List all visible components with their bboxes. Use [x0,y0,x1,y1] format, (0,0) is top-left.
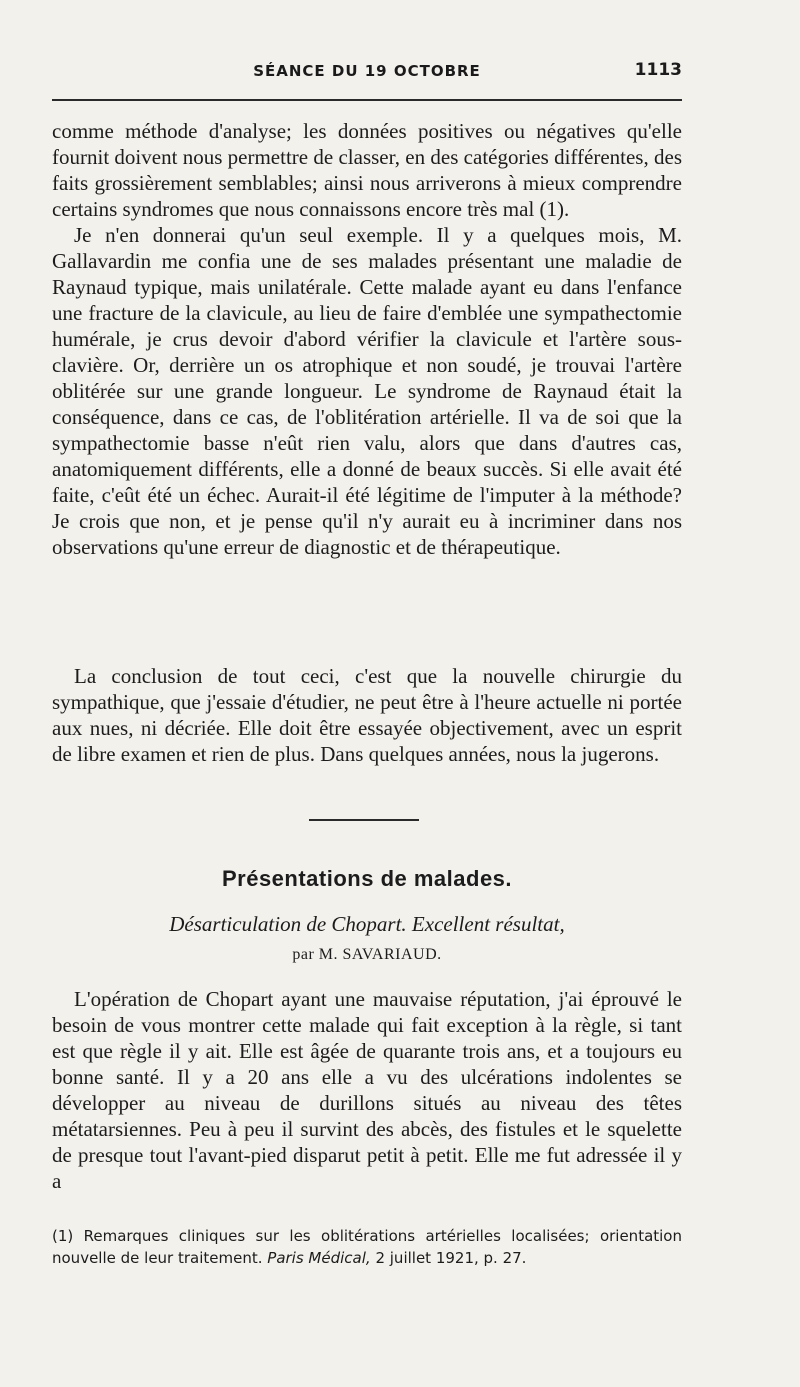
page-number: 1113 [634,60,682,80]
body-text-top [52,118,682,560]
article-subtitle: Désarticulation de Chopart. Excellent résultat, [169,912,565,936]
paragraph-continuation: comme méthode d'analyse; les données positives ou négatives qu'elle fournit doivent nous permettre de classer, en des catégories différentes, des faits grossièrement semblables; ainsi nous arriverons à mieux comprendre certains syndromes que nous connaissons encore très mal (1). [52,119,682,221]
footnote-date: 2 juillet 1921, p. 27. [375,1249,527,1267]
section-heading: Présentations de malades. [221,866,513,891]
article-byline: par M. SAVARIAUD. [292,946,442,963]
header-rule [52,99,682,101]
body-text-bottom [52,986,682,1194]
footnote-text: (1) Remarques cliniques sur les oblitérations artérielles localisées; orientation nouvelle de leur traitement. [52,1227,682,1267]
paragraph-chopart: L'opération de Chopart ayant une mauvaise réputation, j'ai éprouvé le besoin de vous montrer cette malade qui fait exception à la règle, si tant est que règle il y ait. Elle est âgée de quarante trois ans, et a toujours eu bonne santé. Il y a 20 ans elle a vu des ulcérations indolentes se développer au niveau de durillons situés au niveau des têtes métatarsiennes. Peu à peu il survint des abcès, des fistules et le squelette de presque tout l'avant-pied disparut petit à petit. Elle me fut adressée il y a [52,987,682,1193]
running-header [52,58,682,86]
paragraph-conclusion: La conclusion de tout ceci, c'est que la nouvelle chirurgie du sympathique, que j'essaie d'étudier, ne peut être à l'heure actuelle ni portée aux nues, ni décriée. Elle doit être essayée objectivement, avec un esprit de libre examen et rien de plus. Dans quelques années, nous la jugerons. [52,664,682,766]
section-divider [309,819,419,821]
body-text-conclusion [52,663,682,767]
header-title: SÉANCE DU 19 OCTOBRE [253,62,481,80]
footnote [52,1225,682,1269]
footnote-source: Paris Médical, [267,1249,371,1267]
paragraph-example: Je n'en donnerai qu'un seul exemple. Il y a quelques mois, M. Gallavardin me confia une de ses malades présentant une maladie de Raynaud typique, mais unilatérale. Cette malade ayant eu dans l'enfance une fracture de la clavicule, au lieu de faire d'emblée une sympathectomie humérale, je crus devoir d'abord vérifier la clavicule et l'artère sous-clavière. Or, derrière un os atrophique et non soudé, je trouvai l'artère oblitérée sur une grande longueur. Le syndrome de Raynaud était la conséquence, dans ce cas, de l'oblitération artérielle. Il va de soi que la sympathectomie basse n'eût rien valu, alors que dans d'autres cas, anatomiquement différents, elle a donné de beaux succès. Si elle avait été faite, c'eût été un échec. Aurait-il été légitime de l'imputer à la méthode? Je crois que non, et je pense qu'il n'y aurait eu à incriminer dans nos observations qu'une erreur de diagnostic et de thérapeutique. [52,223,682,559]
